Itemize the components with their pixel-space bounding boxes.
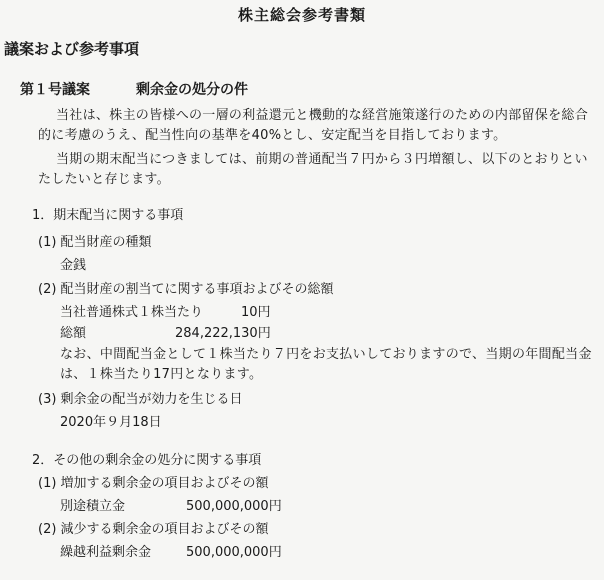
total-value: 284,222,130円 bbox=[175, 326, 271, 341]
intro-paragraph: 当期の期末配当につきましては、前期の普通配当７円から３円増額し、以下のとおりといたしたいと存じます。 bbox=[38, 152, 588, 187]
section-heading: 議案および参考事項 bbox=[4, 40, 140, 58]
item1-sub2-label: (2) 配当財産の割当てに関する事項およびその総額 bbox=[38, 282, 334, 297]
intro-paragraph: 当社は、株主の皆様への一層の利益還元と機動的な経営施策遂行のための内部留保を総合的に考慮のうえ、配当性向の基準を40%とし、安定配当を目指しております。 bbox=[38, 108, 589, 143]
proposal-title: 剰余金の処分の件 bbox=[136, 82, 248, 98]
item1-sub3-label: (3) 剰余金の配当が効力を生じる日 bbox=[38, 392, 243, 407]
proposal-number: 第１号議案 bbox=[20, 82, 90, 98]
item2-sub2-label: (2) 減少する剰余金の項目およびその額 bbox=[38, 522, 269, 537]
item1-sub1-value: 金銭 bbox=[60, 258, 87, 273]
effective-date: 2020年９月18日 bbox=[60, 415, 162, 430]
decrease-item-label: 繰越利益剰余金 bbox=[60, 545, 152, 560]
item1-heading: 1．期末配当に関する事項 bbox=[32, 208, 184, 223]
total-label: 総額 bbox=[60, 326, 87, 341]
document-title: 株主総会参考書類 bbox=[237, 6, 366, 24]
interim-dividend-note: なお、中間配当金として１株当たり７円をお支払いしておりますので、当期の年間配当金は、１株当たり17円となります。 bbox=[60, 347, 592, 382]
per-share-label: 当社普通株式１株当たり bbox=[60, 305, 204, 320]
item1-sub1-label: (1) 配当財産の種類 bbox=[38, 235, 152, 250]
per-share-value: 10円 bbox=[241, 305, 271, 320]
item2-heading: 2．その他の剰余金の処分に関する事項 bbox=[32, 453, 262, 468]
increase-item-value: 500,000,000円 bbox=[186, 499, 282, 514]
increase-item-label: 別途積立金 bbox=[60, 499, 126, 514]
decrease-item-value: 500,000,000円 bbox=[186, 545, 282, 560]
item2-sub1-label: (1) 増加する剰余金の項目およびその額 bbox=[38, 476, 269, 491]
